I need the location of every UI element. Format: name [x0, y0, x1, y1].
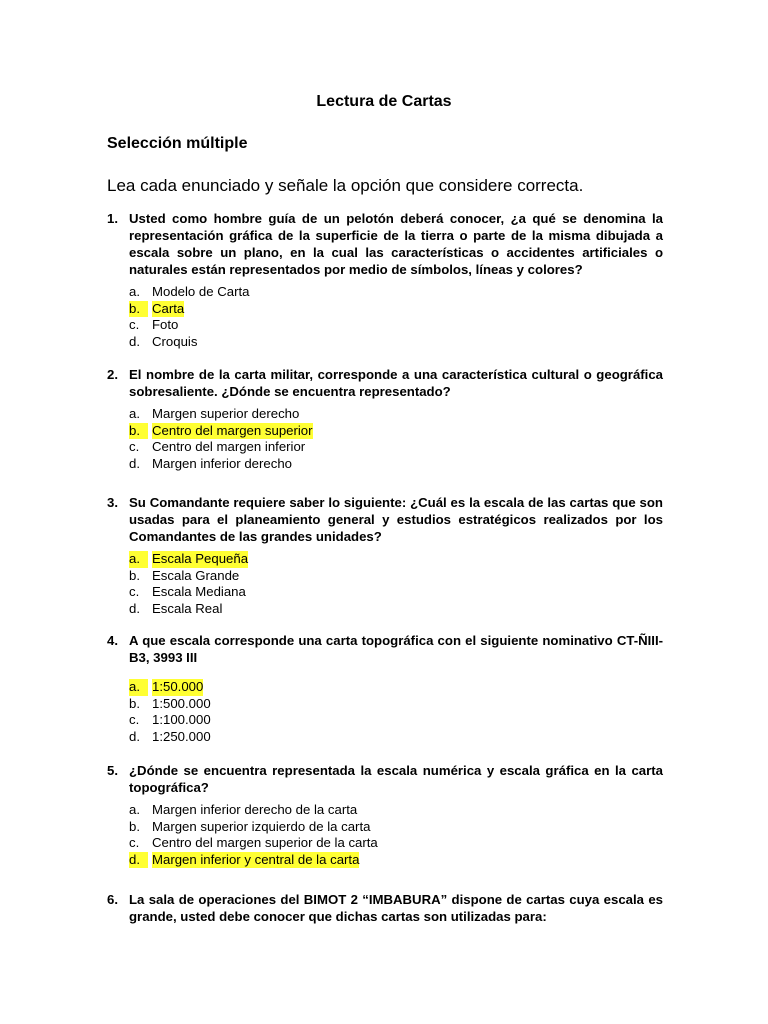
- question-number: 5.: [107, 763, 118, 778]
- answer-option: [129, 317, 663, 334]
- question-1: [107, 210, 663, 366]
- option-letter: b.: [129, 301, 148, 318]
- answer-option: [129, 852, 663, 869]
- option-letter: b.: [129, 695, 140, 711]
- option-letter: d.: [129, 333, 140, 349]
- option-letter: a.: [129, 802, 140, 817]
- option-letter: c.: [129, 584, 140, 600]
- question-text: A que escala corresponde una carta topográfica con el siguiente nominativo CT-ÑIII-B3, 3993 III: [129, 633, 663, 665]
- answer-option: [129, 584, 663, 601]
- answer-option: [129, 712, 663, 729]
- option-text: Margen inferior derecho: [152, 455, 293, 471]
- question-stem: [107, 366, 663, 400]
- question-text: Su Comandante requiere saber lo siguiente: ¿Cuál es la escala de las cartas que son usadas para el planeamiento general y estudios estratégicos realizados por los Comandantes de las grandes unidades?: [129, 495, 663, 544]
- question-4: [107, 632, 663, 761]
- answer-option: [129, 729, 663, 746]
- option-text: 1:100.000: [152, 712, 211, 728]
- option-letter: a.: [129, 406, 140, 421]
- option-letter: b.: [129, 818, 140, 834]
- option-text: 1:250.000: [152, 728, 211, 744]
- question-stem: [107, 494, 663, 545]
- option-text: Margen superior izquierdo de la carta: [152, 818, 371, 834]
- highlighted-answer: Centro del margen superior: [152, 422, 313, 438]
- question-5: [107, 762, 663, 884]
- option-text: Margen superior derecho: [152, 406, 300, 421]
- question-3: [107, 494, 663, 633]
- answer-option: [129, 551, 663, 568]
- answer-options: [129, 551, 663, 617]
- question-stem: [107, 891, 663, 925]
- option-letter: c.: [129, 835, 140, 851]
- option-text: Centro del margen superior de la carta: [152, 835, 378, 851]
- question-stem: [107, 762, 663, 796]
- option-text: 1:500.000: [152, 695, 211, 711]
- answer-option: [129, 679, 663, 696]
- answer-options: [129, 406, 663, 472]
- document-title: Lectura de Cartas: [316, 93, 452, 110]
- option-letter: d.: [129, 455, 140, 471]
- highlighted-answer: Carta: [152, 300, 185, 316]
- question-number: 4.: [107, 633, 118, 648]
- option-letter: b.: [129, 567, 140, 583]
- option-text: Centro del margen inferior: [152, 439, 306, 455]
- highlighted-answer: 1:50.000: [152, 679, 204, 694]
- answer-option: [129, 802, 663, 819]
- answer-option: [129, 456, 663, 473]
- answer-options: [129, 284, 663, 350]
- question-6: [107, 891, 663, 925]
- option-text: Escala Real: [152, 600, 223, 616]
- question-text: Usted como hombre guía de un pelotón deberá conocer, ¿a qué se denomina la representación gráfica de la superficie de la tierra o parte de la misma dibujada a escala sobre un plano, en la cual las características o accidentes artificiales o naturales están representados por medio de símbolos, líneas y colores?: [129, 211, 663, 277]
- answer-option: [129, 284, 663, 301]
- answer-option: [129, 334, 663, 351]
- option-text: Margen inferior derecho de la carta: [152, 802, 358, 817]
- section-subtitle: Selección múltiple: [107, 135, 248, 152]
- question-text: La sala de operaciones del BIMOT 2 “IMBABURA” dispone de cartas cuya escala es grande, usted debe conocer que dichas cartas son utilizadas para:: [129, 892, 663, 924]
- highlighted-answer: Margen inferior y central de la carta: [152, 851, 360, 867]
- answer-option: [129, 423, 663, 440]
- question-number: 1.: [107, 211, 118, 226]
- option-letter: a.: [129, 679, 148, 696]
- highlighted-answer: Escala Pequeña: [152, 551, 249, 566]
- question-number: 3.: [107, 495, 118, 510]
- question-text: ¿Dónde se encuentra representada la escala numérica y escala gráfica en la carta topográfica?: [129, 763, 663, 795]
- option-letter: c.: [129, 439, 140, 455]
- answer-option: [129, 696, 663, 713]
- option-letter: a.: [129, 551, 148, 568]
- answer-option: [129, 819, 663, 836]
- question-stem: [107, 210, 663, 278]
- answer-option: [129, 601, 663, 618]
- question-2: [107, 366, 663, 488]
- answer-options: [129, 679, 663, 745]
- option-letter: d.: [129, 728, 140, 744]
- answer-options: [129, 802, 663, 868]
- instruction-text: Lea cada enunciado y señale la opción que considere correcta.: [107, 176, 584, 195]
- question-stem: [107, 632, 663, 666]
- option-text: Croquis: [152, 333, 198, 349]
- question-number: 6.: [107, 892, 118, 907]
- option-letter: c.: [129, 317, 140, 333]
- question-number: 2.: [107, 367, 118, 382]
- option-letter: c.: [129, 712, 140, 728]
- option-letter: a.: [129, 284, 140, 299]
- option-text: Escala Grande: [152, 567, 240, 583]
- option-letter: b.: [129, 423, 148, 440]
- option-letter: d.: [129, 852, 148, 869]
- answer-option: [129, 439, 663, 456]
- answer-option: [129, 568, 663, 585]
- option-letter: d.: [129, 600, 140, 616]
- answer-option: [129, 835, 663, 852]
- option-text: Escala Mediana: [152, 584, 246, 600]
- option-text: Foto: [152, 317, 179, 333]
- question-text: El nombre de la carta militar, corresponde a una característica cultural o geográfica sobresaliente. ¿Dónde se encuentra representado?: [129, 367, 663, 399]
- answer-option: [129, 406, 663, 423]
- answer-option: [129, 301, 663, 318]
- option-text: Modelo de Carta: [152, 284, 250, 299]
